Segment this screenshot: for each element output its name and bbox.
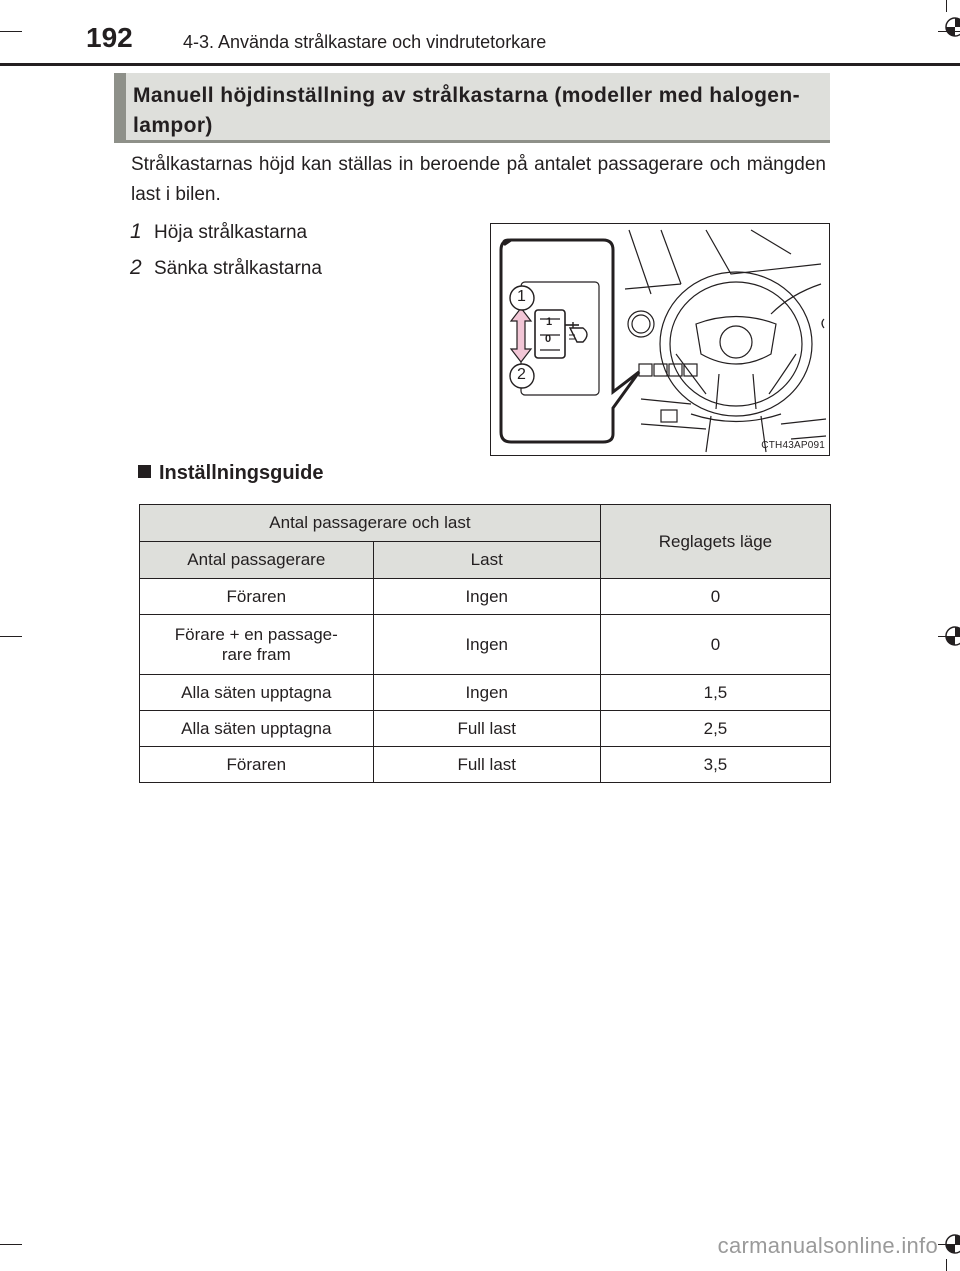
passengers-header-cell: Antal passagerare [140, 542, 374, 579]
step-text: Sänka strålkastarna [154, 258, 322, 279]
table-header-row [140, 505, 831, 542]
passengers-cell: Föraren [140, 747, 374, 783]
settings-guide-table [139, 504, 831, 783]
table-row [140, 579, 831, 615]
registration-mark-icon [938, 12, 960, 42]
position-cell: 2,5 [600, 711, 830, 747]
position-cell: 0 [600, 615, 830, 675]
registration-mark-icon [938, 1229, 960, 1259]
position-cell: 1,5 [600, 675, 830, 711]
load-cell: Ingen [373, 615, 600, 675]
position-cell: 0 [600, 579, 830, 615]
dial-mark-0: 0 [545, 333, 552, 345]
table-row [140, 711, 831, 747]
position-header-cell: Reglagets läge [600, 505, 830, 579]
load-cell: Ingen [373, 579, 600, 615]
chapter-title: 4-3. Använda strålkastare och vindrutetorkare [183, 32, 547, 52]
passengers-cell: Förare + en passage-rare fram [140, 615, 374, 675]
passengers-cell: Föraren [140, 579, 374, 615]
table-row [140, 747, 831, 783]
dial-mark-1: 1 [546, 316, 553, 328]
load-cell: Ingen [373, 675, 600, 711]
step-number: 1 [130, 220, 142, 243]
passengers-cell: Alla säten upptagna [140, 711, 374, 747]
intro-paragraph: Strålkastarnas höjd kan ställas in beroende på antalet passagerare och mängden last i bilen. [131, 154, 826, 205]
load-cell: Full last [373, 711, 600, 747]
step-number: 2 [130, 256, 142, 279]
registration-mark-icon [938, 621, 960, 651]
subsection-heading-text: Inställningsguide [159, 462, 324, 484]
load-header-cell: Last [373, 542, 600, 579]
group-header-cell: Antal passagerare och last [140, 505, 601, 542]
callout-2-label: 2 [517, 366, 526, 383]
table-row [140, 675, 831, 711]
load-cell: Full last [373, 747, 600, 783]
section-heading: Manuell höjdinställning av strålkastarna (modeller med halogen-lampor) [114, 73, 830, 143]
step-lower [130, 256, 322, 280]
headlight-leveling-figure [490, 223, 830, 456]
header-rule [0, 63, 960, 66]
figure-code: CTH43AP091 [761, 440, 825, 451]
step-raise [130, 220, 307, 244]
subsection-heading [138, 462, 323, 485]
passengers-cell: Alla säten upptagna [140, 675, 374, 711]
step-text: Höja strålkastarna [154, 222, 308, 243]
table-row [140, 615, 831, 675]
callout-1-label: 1 [517, 288, 526, 305]
position-cell: 3,5 [600, 747, 830, 783]
square-bullet-icon [138, 465, 151, 478]
dashboard-illustration [491, 224, 829, 455]
watermark: carmanualsonline.info [717, 1233, 938, 1258]
page-number: 192 [86, 22, 133, 53]
